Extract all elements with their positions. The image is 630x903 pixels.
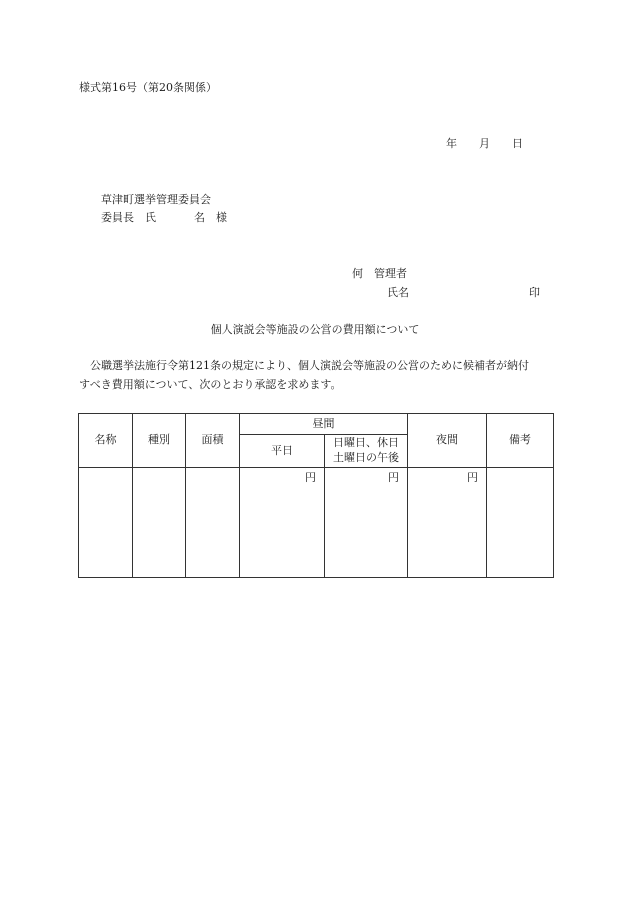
- recipient-committee: 草津町選挙管理委員会: [101, 193, 211, 206]
- seal-mark: 印: [529, 286, 540, 299]
- sender-manager-label: 何 管理者: [352, 267, 407, 280]
- date-day-label: 日: [512, 137, 523, 150]
- header-daytime: 昼間: [240, 414, 408, 435]
- cost-table: [78, 413, 554, 578]
- body-text-line-1: 公職選挙法施行令第121条の規定により、個人演説会等施設の公営のために候補者が納付: [90, 359, 529, 372]
- recipient-honorific: 様: [216, 211, 227, 224]
- sender-name-label: 氏名: [387, 286, 409, 299]
- header-holiday: [325, 435, 408, 468]
- cell-weekday-yen: 円: [240, 468, 325, 578]
- header-remarks: 備考: [487, 414, 554, 468]
- cell-holiday-yen: 円: [325, 468, 408, 578]
- header-night: 夜間: [408, 414, 487, 468]
- date-year-label: 年: [446, 137, 457, 150]
- header-holiday-line-2: 土曜日の午後: [333, 451, 399, 464]
- cell-remarks: [487, 468, 554, 578]
- header-name: 名称: [79, 414, 133, 468]
- cell-night-yen: 円: [408, 468, 487, 578]
- cell-type: [133, 468, 186, 578]
- date-line: [446, 138, 523, 149]
- recipient-chair-title: 委員長 氏: [101, 211, 156, 224]
- header-weekday: 平日: [240, 435, 325, 468]
- recipient-chair: [101, 212, 227, 223]
- document-title: 個人演説会等施設の公営の費用額について: [210, 323, 420, 336]
- header-holiday-line-1: 日曜日、休日: [333, 436, 399, 450]
- body-text-line-2: すべき費用額について、次のとおり承認を求めます。: [79, 378, 342, 391]
- cell-area: [186, 468, 240, 578]
- header-type: 種別: [133, 414, 186, 468]
- date-month-label: 月: [479, 137, 490, 150]
- form-number: 様式第16号（第20条関係）: [79, 81, 217, 94]
- header-area: 面積: [186, 414, 240, 468]
- recipient-chair-name: 名: [194, 211, 205, 224]
- cell-name: [79, 468, 133, 578]
